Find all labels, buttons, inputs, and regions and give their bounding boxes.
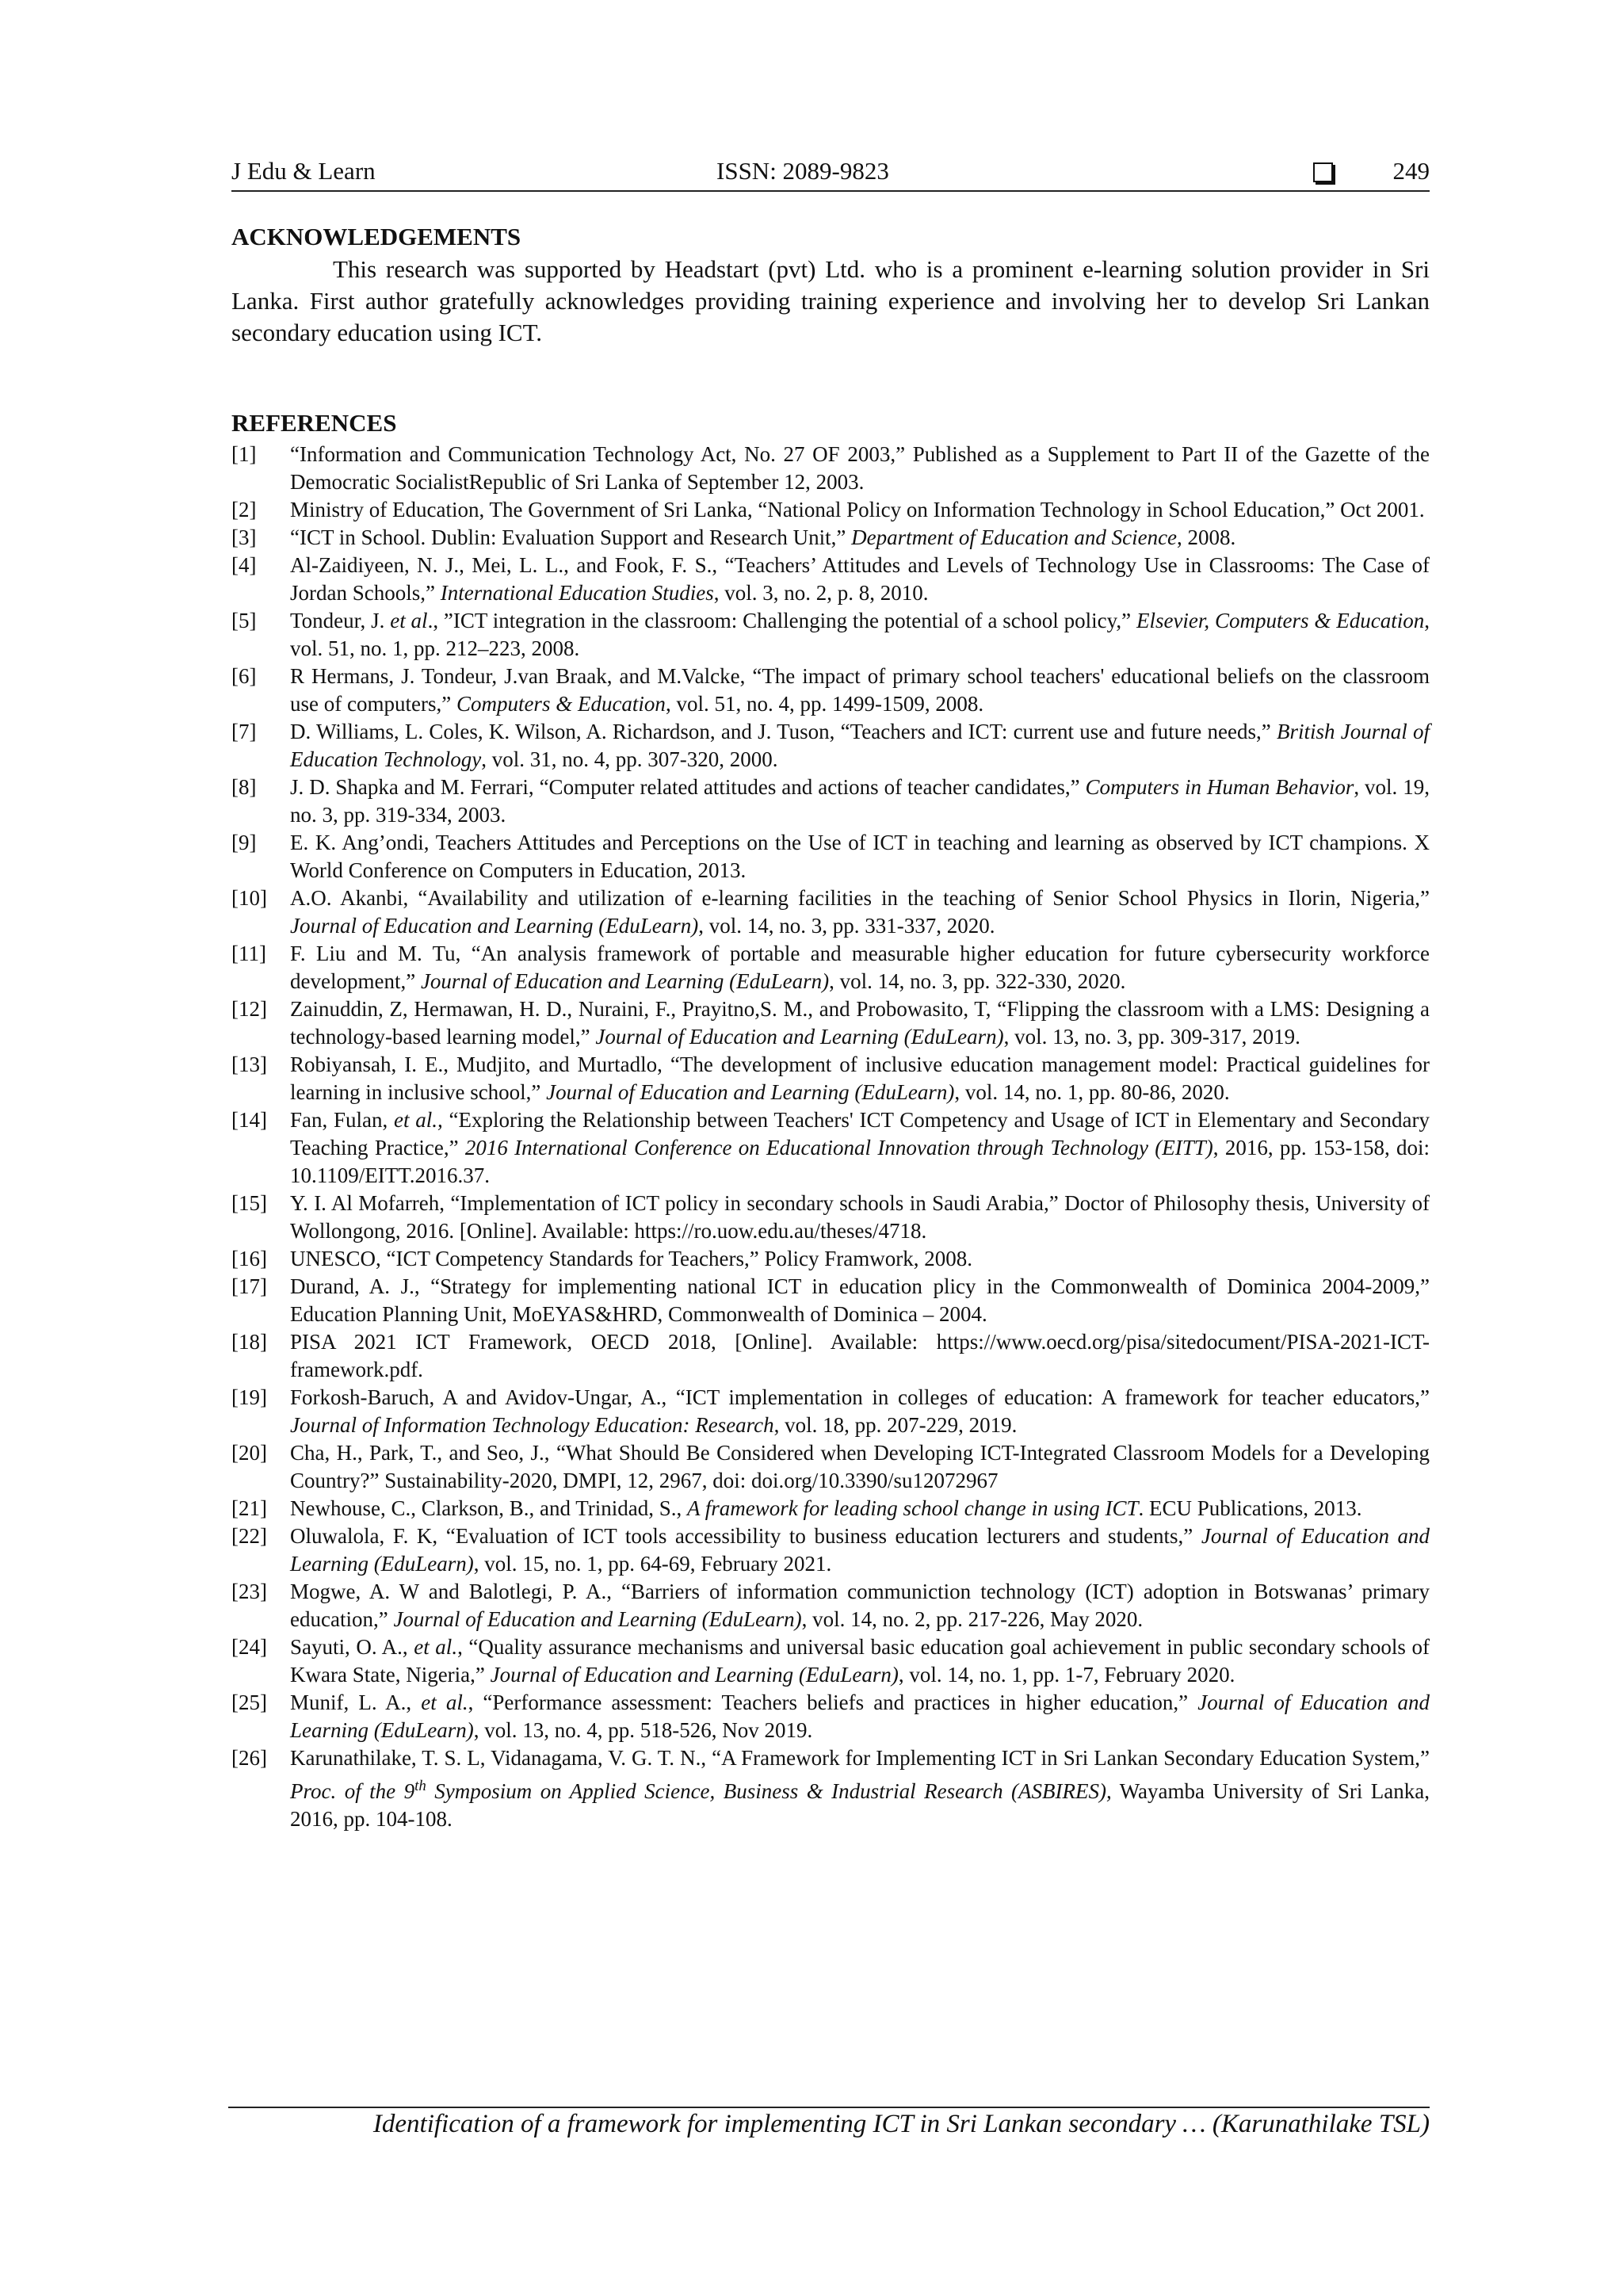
reference-italic-part: Journal of Education and Learning (EduLearn) xyxy=(490,1663,899,1687)
reference-italic-part: Journal of Education and Learning (EduLearn) xyxy=(290,914,699,938)
reference-text xyxy=(290,1746,1430,1831)
reference-text-part: Forkosh-Baruch, A and Avidov-Ungar, A., “ICT implementation in colleges of education: A framework for teacher educators,” xyxy=(290,1385,1430,1409)
reference-text-part: Tondeur, J. xyxy=(290,609,391,632)
reference-text-part: , vol. 14, no. 1, pp. 1-7, February 2020. xyxy=(898,1663,1235,1687)
reference-text xyxy=(290,1247,972,1270)
reference-text xyxy=(290,553,1430,605)
reference-text-part: D. Williams, L. Coles, K. Wilson, A. Richardson, and J. Tuson, “Teachers and ICT: current use and future needs,” xyxy=(290,720,1277,743)
reference-text-part: “Information and Communication Technology Act, No. 27 OF 2003,” Published as a Supplement to Part II of the Gazette of the Democratic SocialistRepublic of Sri Lanka of September 12, 2003. xyxy=(290,442,1430,494)
reference-text-part: , vol. 51, no. 4, pp. 1499-1509, 2008. xyxy=(665,692,984,716)
reference-text-part: , vol. 3, no. 2, p. 8, 2010. xyxy=(713,581,929,605)
reference-number: [15] xyxy=(231,1191,267,1215)
reference-number: [2] xyxy=(231,498,257,521)
reference-italic-part: A framework for leading school change in using ICT xyxy=(687,1496,1139,1520)
reference-item xyxy=(231,1245,1430,1273)
reference-text-part: , vol. 14, no. 3, pp. 331-337, 2020. xyxy=(698,914,995,938)
reference-item xyxy=(231,1106,1430,1190)
reference-italic-part: 2016 International Conference on Educational Innovation through Technology (EITT) xyxy=(464,1136,1213,1159)
reference-text xyxy=(290,1052,1430,1104)
reference-text xyxy=(290,720,1430,771)
reference-item xyxy=(231,1328,1430,1384)
reference-item xyxy=(231,884,1430,940)
reference-text xyxy=(290,664,1430,716)
reference-number: [4] xyxy=(231,553,257,577)
reference-text-part: , vol. 19, no. 3, pp. 319-334, 2003. xyxy=(290,775,1430,827)
reference-italic-part: et al. xyxy=(421,1690,468,1714)
reference-text xyxy=(290,498,1425,521)
reference-item xyxy=(231,552,1430,607)
reference-number: [13] xyxy=(231,1052,267,1076)
reference-italic-part: th xyxy=(414,1778,426,1794)
acknowledgements-heading: ACKNOWLEDGEMENTS xyxy=(231,223,521,250)
reference-text-part: , vol. 15, no. 1, pp. 64-69, February 2021. xyxy=(473,1552,832,1576)
reference-text-part: , 2008. xyxy=(1177,525,1236,549)
reference-number: [3] xyxy=(231,525,257,549)
reference-number: [9] xyxy=(231,831,257,854)
reference-text-part: . ECU Publications, 2013. xyxy=(1138,1496,1362,1520)
footer-divider xyxy=(228,2107,1430,2108)
reference-text-part: , vol. 31, no. 4, pp. 307-320, 2000. xyxy=(481,747,778,771)
reference-item xyxy=(231,524,1430,552)
reference-italic-part: et al xyxy=(390,609,428,632)
reference-text-part: E. K. Ang’ondi, Teachers Attitudes and Perceptions on the Use of ICT in teaching and learning as observed by ICT champions. X World Conference on Computers in Education, 2013. xyxy=(290,831,1430,882)
reference-text-part: Zainuddin, Z, Hermawan, H. D., Nuraini, F., Prayitno,S. M., and Probowasito, T, “Flipping the classroom with a LMS: Designing a technology-based learning model,” xyxy=(290,997,1430,1049)
reference-item xyxy=(231,1578,1430,1633)
reference-text xyxy=(290,997,1430,1049)
reference-text-part: Robiyansah, I. E., Mudjito, and Murtadlo, “The development of inclusive education management model: Practical guidelines for learning in inclusive school,” xyxy=(290,1052,1430,1104)
reference-item xyxy=(231,940,1430,995)
reference-number: [26] xyxy=(231,1746,267,1770)
running-footer: Identification of a framework for implementing ICT in Sri Lankan secondary … (Karunathilake TSL) xyxy=(372,2110,1430,2138)
reference-number: [14] xyxy=(231,1108,267,1132)
reference-italic-part: Journal of Education and Learning (EduLearn) xyxy=(290,1524,1430,1576)
reference-text xyxy=(290,1274,1430,1326)
reference-item xyxy=(231,1439,1430,1495)
reference-text-part: , vol. 14, no. 2, pp. 217-226, May 2020. xyxy=(801,1607,1144,1631)
reference-text-part: , “Quality assurance mechanisms and universal basic education goal achievement in public secondary schools of Kwara State, Nigeria,” xyxy=(290,1635,1430,1687)
reference-item xyxy=(231,1633,1430,1689)
reference-number: [22] xyxy=(231,1524,267,1548)
reference-text-part: PISA 2021 ICT Framework, OECD 2018, [Online]. Available: https://www.oecd.org/pisa/sitedocument/PISA-2021-ICT-framework.pdf. xyxy=(290,1330,1430,1381)
reference-item xyxy=(231,774,1430,829)
reference-text-part: , “Performance assessment: Teachers beliefs and practices in higher education,” xyxy=(468,1690,1198,1714)
reference-text-part: , vol. 14, no. 1, pp. 80-86, 2020. xyxy=(954,1080,1230,1104)
reference-item xyxy=(231,663,1430,718)
reference-text-part: Al-Zaidiyeen, N. J., Mei, L. L., and Fook, F. S., “Teachers’ Attitudes and Levels of Technology Use in Classrooms: The Case of Jordan Schools,” xyxy=(290,553,1430,605)
reference-italic-part: Computers & Education xyxy=(456,692,666,716)
reference-number: [11] xyxy=(231,942,266,965)
reference-item xyxy=(231,1051,1430,1106)
reference-text-part: , vol. 18, pp. 207-229, 2019. xyxy=(773,1413,1018,1437)
reference-text xyxy=(290,1441,1430,1492)
reference-text xyxy=(290,775,1430,827)
reference-text-part: , vol. 13, no. 4, pp. 518-526, Nov 2019. xyxy=(473,1718,813,1742)
reference-italic-part: Journal of Education and Learning (EduLearn) xyxy=(595,1025,1004,1049)
checkbox-square-icon xyxy=(1313,162,1333,182)
reference-text-part: R Hermans, J. Tondeur, J.van Braak, and M.Valcke, “The impact of primary school teachers' educational beliefs on the classroom use of computers,” xyxy=(290,664,1430,716)
reference-text-part: Cha, H., Park, T., and Seo, J., “What Should Be Considered when Developing ICT-Integrated Classroom Models for a Developing Country?” Sustainability-2020, DMPI, 12, 2967, doi: doi.org/10.3390/su12072967 xyxy=(290,1441,1430,1492)
reference-item xyxy=(231,995,1430,1051)
reference-text-part: Ministry of Education, The Government of Sri Lanka, “National Policy on Information Technology in School Education,” Oct 2001. xyxy=(290,498,1425,521)
reference-text-part: J. D. Shapka and M. Ferrari, “Computer related attitudes and actions of teacher candidates,” xyxy=(290,775,1086,799)
reference-italic-part: et al. xyxy=(414,1635,458,1659)
reference-text-part: Wayamba University of Sri Lanka, 2016, pp. 104-108. xyxy=(290,1779,1430,1831)
reference-italic-part: Elsevier, Computers & Education xyxy=(1136,609,1425,632)
reference-italic-part: Computers in Human Behavior xyxy=(1085,775,1354,799)
reference-number: [7] xyxy=(231,720,257,743)
reference-text xyxy=(290,1580,1430,1631)
reference-text xyxy=(290,1524,1430,1576)
references-list xyxy=(231,441,1430,1833)
reference-number: [21] xyxy=(231,1496,267,1520)
reference-text-part: A.O. Akanbi, “Availability and utilization of e-learning facilities in the teaching of Senior School Physics in Ilorin, Nigeria,” xyxy=(290,886,1430,910)
page-number: 249 xyxy=(1392,157,1430,185)
reference-text-part: Mogwe, A. W and Balotlegi, P. A., “Barriers of information communiction technology (ICT) adoption in Botswanas’ primary education,” xyxy=(290,1580,1430,1631)
reference-italic-part: Department of Education and Science xyxy=(851,525,1178,549)
reference-item xyxy=(231,607,1430,663)
reference-item xyxy=(231,1689,1430,1744)
reference-text xyxy=(290,609,1430,660)
reference-text xyxy=(290,1690,1430,1742)
reference-item xyxy=(231,1273,1430,1328)
reference-italic-part: Journal of Education and Learning (EduLearn) xyxy=(290,1690,1430,1742)
reference-item xyxy=(231,1522,1430,1578)
acknowledgements-body: This research was supported by Headstart (pvt) Ltd. who is a prominent e-learning solution provider in Sri Lanka. First author gratefully acknowledges providing training experience and involving her to develop Sri Lankan secondary education using ICT. xyxy=(231,255,1430,346)
reference-italic-part: International Education Studies xyxy=(440,581,714,605)
reference-italic-part: Journal of Information Technology Education: Research xyxy=(290,1413,774,1437)
references-heading: REFERENCES xyxy=(231,409,397,437)
reference-text xyxy=(290,1496,1362,1520)
reference-number: [8] xyxy=(231,775,257,799)
reference-text-part: , vol. 14, no. 3, pp. 322-330, 2020. xyxy=(829,969,1126,993)
reference-text-part: F. Liu and M. Tu, “An analysis framework of portable and measurable higher education for future cybersecurity workforce development,” xyxy=(290,942,1430,993)
reference-text xyxy=(290,1108,1430,1187)
reference-text xyxy=(290,886,1430,938)
reference-number: [17] xyxy=(231,1274,267,1298)
journal-name: J Edu & Learn xyxy=(231,157,376,185)
reference-text xyxy=(290,1385,1430,1437)
reference-italic-part: Symposium on Applied Science, Business & Industrial Research (ASBIRES), xyxy=(426,1779,1112,1803)
reference-text xyxy=(290,1635,1430,1687)
reference-text xyxy=(290,442,1430,494)
reference-number: [16] xyxy=(231,1247,267,1270)
running-header xyxy=(231,155,1430,192)
reference-text-part: Durand, A. J., “Strategy for implementing national ICT in education plicy in the Commonwealth of Dominica 2004-2009,” Education Planning Unit, MoEYAS&HRD, Commonwealth of Dominica – 2004. xyxy=(290,1274,1430,1326)
reference-italic-part: et al., xyxy=(394,1108,443,1132)
reference-item xyxy=(231,1744,1430,1833)
reference-number: [23] xyxy=(231,1580,267,1603)
reference-text-part: , vol. 51, no. 1, pp. 212–223, 2008. xyxy=(290,609,1430,660)
reference-number: [10] xyxy=(231,886,267,910)
reference-number: [5] xyxy=(231,609,257,632)
reference-text-part: Newhouse, C., Clarkson, B., and Trinidad, S., xyxy=(290,1496,688,1520)
reference-text-part: , 2016, pp. 153-158, doi: 10.1109/EITT.2016.37. xyxy=(290,1136,1430,1187)
reference-text-part: Y. I. Al Mofarreh, “Implementation of ICT policy in secondary schools in Saudi Arabia,” Doctor of Philosophy thesis, University of Wollongong, 2016. [Online]. Available: https://ro.uow.edu.au/theses/4718. xyxy=(290,1191,1430,1243)
reference-text-part: Munif, L. A., xyxy=(290,1690,422,1714)
reference-number: [19] xyxy=(231,1385,267,1409)
reference-item xyxy=(231,441,1430,496)
issn: ISSN: 2089-9823 xyxy=(716,157,889,185)
reference-number: [24] xyxy=(231,1635,267,1659)
reference-italic-part: Journal of Education and Learning (EduLearn) xyxy=(546,1080,955,1104)
reference-text xyxy=(290,1191,1430,1243)
reference-text xyxy=(290,831,1430,882)
reference-text-part: Fan, Fulan, xyxy=(290,1108,394,1132)
reference-text xyxy=(290,1330,1430,1381)
reference-number: [25] xyxy=(231,1690,267,1714)
reference-text-part: Sayuti, O. A., xyxy=(290,1635,414,1659)
reference-item xyxy=(231,1495,1430,1522)
reference-text-part: ., ”ICT integration in the classroom: Challenging the potential of a school policy,” xyxy=(427,609,1136,632)
reference-item xyxy=(231,1384,1430,1439)
reference-italic-part: Journal of Education and Learning (EduLearn) xyxy=(393,1607,802,1631)
reference-number: [18] xyxy=(231,1330,267,1354)
reference-text-part: Oluwalola, F. K, “Evaluation of ICT tools accessibility to business education lecturers and students,” xyxy=(290,1524,1201,1548)
reference-text-part: “ICT in School. Dublin: Evaluation Support and Research Unit,” xyxy=(290,525,852,549)
reference-number: [12] xyxy=(231,997,267,1021)
reference-text-part: Karunathilake, T. S. L, Vidanagama, V. G. T. N., “A Framework for Implementing ICT in Sri Lankan Secondary Education System,” xyxy=(290,1746,1430,1770)
reference-text-part: UNESCO, “ICT Competency Standards for Teachers,” Policy Framwork, 2008. xyxy=(290,1247,972,1270)
reference-italic-part: Proc. of the 9 xyxy=(290,1779,415,1803)
reference-number: [20] xyxy=(231,1441,267,1465)
reference-number: [1] xyxy=(231,442,257,466)
reference-text xyxy=(290,525,1235,549)
reference-text-part: , vol. 13, no. 3, pp. 309-317, 2019. xyxy=(1003,1025,1300,1049)
reference-number: [6] xyxy=(231,664,257,688)
reference-item xyxy=(231,1190,1430,1245)
reference-italic-part: Journal of Education and Learning (EduLearn) xyxy=(420,969,830,993)
reference-italic-part: British Journal of Education Technology xyxy=(290,720,1430,771)
reference-item xyxy=(231,829,1430,884)
reference-item xyxy=(231,496,1430,524)
reference-text-part: “Exploring the Relationship between Teachers' ICT Competency and Usage of ICT in Elementary and Secondary Teaching Practice,” xyxy=(290,1108,1430,1159)
reference-item xyxy=(231,718,1430,774)
reference-text xyxy=(290,942,1430,993)
